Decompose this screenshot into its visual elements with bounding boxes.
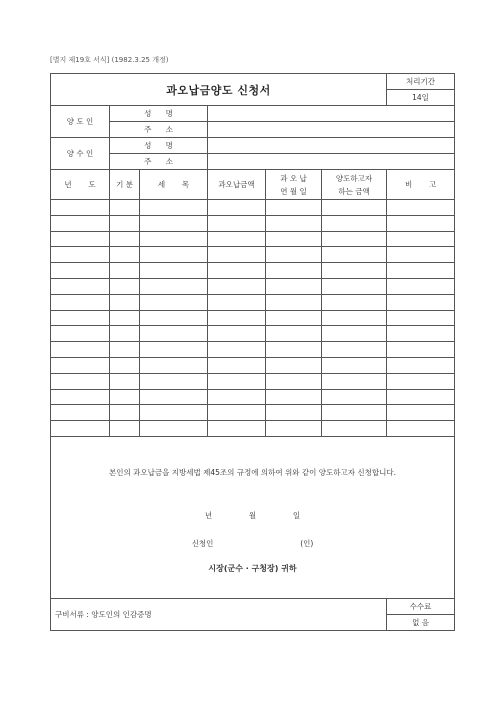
table-cell[interactable]	[266, 389, 322, 405]
table-cell[interactable]	[322, 373, 387, 389]
table-cell[interactable]	[322, 342, 387, 358]
table-row	[51, 326, 455, 342]
table-cell[interactable]	[322, 310, 387, 326]
addressee: 시장(군수 · 구청장) 귀하	[208, 563, 297, 573]
table-cell[interactable]	[387, 405, 455, 421]
table-cell[interactable]	[140, 200, 208, 216]
table-cell[interactable]	[208, 373, 266, 389]
table-cell[interactable]	[208, 421, 266, 437]
header-tax-item: 세 목	[140, 170, 208, 200]
table-row	[51, 200, 455, 216]
table-cell[interactable]	[387, 373, 455, 389]
table-cell[interactable]	[110, 342, 140, 358]
table-row	[51, 373, 455, 389]
table-row	[51, 357, 455, 373]
table-cell[interactable]	[322, 326, 387, 342]
table-cell[interactable]	[266, 247, 322, 263]
transferee-address-label: 주 소	[110, 154, 208, 170]
table-cell[interactable]	[387, 421, 455, 437]
table-cell[interactable]	[51, 389, 110, 405]
required-documents: 구비서류 : 양도인의 인감증명	[51, 598, 387, 630]
table-cell[interactable]	[208, 263, 266, 279]
table-cell[interactable]	[208, 231, 266, 247]
table-cell[interactable]	[322, 405, 387, 421]
table-cell[interactable]	[51, 278, 110, 294]
table-cell[interactable]	[110, 421, 140, 437]
table-cell[interactable]	[51, 231, 110, 247]
table-cell[interactable]	[208, 247, 266, 263]
table-cell[interactable]	[387, 357, 455, 373]
processing-value: 14일	[387, 90, 455, 106]
header-overpaid-amount: 과오납금액	[208, 170, 266, 200]
table-cell[interactable]	[51, 215, 110, 231]
table-row	[51, 389, 455, 405]
table-cell[interactable]	[322, 294, 387, 310]
table-cell[interactable]	[140, 278, 208, 294]
table-cell[interactable]	[322, 357, 387, 373]
table-cell[interactable]	[322, 200, 387, 216]
table-cell[interactable]	[387, 389, 455, 405]
table-cell[interactable]	[140, 326, 208, 342]
table-cell[interactable]	[51, 247, 110, 263]
table-row	[51, 247, 455, 263]
transferor-address-label: 주 소	[110, 122, 208, 138]
date-line	[51, 510, 454, 521]
table-cell[interactable]	[266, 421, 322, 437]
table-cell[interactable]	[140, 247, 208, 263]
table-cell[interactable]	[266, 373, 322, 389]
table-cell[interactable]	[51, 405, 110, 421]
table-cell[interactable]	[51, 342, 110, 358]
table-cell[interactable]	[110, 278, 140, 294]
table-cell[interactable]	[322, 421, 387, 437]
table-row	[51, 342, 455, 358]
table-cell[interactable]	[51, 421, 110, 437]
table-cell[interactable]	[266, 326, 322, 342]
table-cell[interactable]	[51, 263, 110, 279]
table-cell[interactable]	[140, 215, 208, 231]
transferor-label: 양 도 인	[51, 106, 110, 138]
transferee-name-label: 성 명	[110, 138, 208, 154]
table-cell[interactable]	[387, 326, 455, 342]
table-cell[interactable]	[110, 310, 140, 326]
table-header-row	[51, 170, 455, 200]
table-row	[51, 294, 455, 310]
table-row	[51, 278, 455, 294]
table-cell[interactable]	[140, 357, 208, 373]
table-cell[interactable]	[266, 231, 322, 247]
applicant-label: 신청인	[191, 538, 214, 548]
table-cell[interactable]	[110, 294, 140, 310]
table-cell[interactable]	[387, 310, 455, 326]
table-cell[interactable]	[51, 357, 110, 373]
transferor-address-field[interactable]	[208, 122, 455, 138]
table-cell[interactable]	[322, 247, 387, 263]
table-cell[interactable]	[208, 389, 266, 405]
transferor-name-field[interactable]	[208, 106, 455, 122]
table-cell[interactable]	[110, 215, 140, 231]
table-cell[interactable]	[266, 278, 322, 294]
table-cell[interactable]	[387, 231, 455, 247]
table-row	[51, 405, 455, 421]
data-rows	[51, 200, 455, 437]
table-cell[interactable]	[387, 294, 455, 310]
table-cell[interactable]	[208, 310, 266, 326]
table-cell[interactable]	[322, 231, 387, 247]
header-year: 년 도	[51, 170, 110, 200]
table-cell[interactable]	[387, 247, 455, 263]
table-cell[interactable]	[266, 200, 322, 216]
table-cell[interactable]	[140, 389, 208, 405]
form-title: 과오납금양도 신청서	[166, 83, 271, 97]
table-cell[interactable]	[110, 405, 140, 421]
table-cell[interactable]	[208, 278, 266, 294]
table-cell[interactable]	[51, 310, 110, 326]
date-year-label: 년	[204, 510, 213, 520]
table-cell[interactable]	[387, 342, 455, 358]
table-row	[51, 231, 455, 247]
table-cell[interactable]	[208, 342, 266, 358]
table-cell[interactable]	[266, 310, 322, 326]
table-cell[interactable]	[208, 357, 266, 373]
table-cell[interactable]	[266, 294, 322, 310]
table-cell[interactable]	[140, 294, 208, 310]
table-cell[interactable]	[387, 278, 455, 294]
transferor-name-label: 성 명	[110, 106, 208, 122]
processing-label: 처리기간	[387, 74, 455, 90]
table-cell[interactable]	[266, 215, 322, 231]
header-overpaid-date: 과 오 납 연 월 일	[266, 170, 322, 200]
statement-text: 본인의 과오납금을 지방세법 제45조의 규정에 의하여 위와 같이 양도하고자 신청합니다.	[109, 467, 396, 477]
table-cell[interactable]	[110, 231, 140, 247]
statement-cell	[51, 436, 455, 598]
table-cell[interactable]	[140, 373, 208, 389]
table-cell[interactable]	[322, 215, 387, 231]
table-cell[interactable]	[110, 373, 140, 389]
table-cell[interactable]	[110, 357, 140, 373]
table-cell[interactable]	[140, 310, 208, 326]
table-cell[interactable]	[208, 326, 266, 342]
table-cell[interactable]	[140, 405, 208, 421]
table-cell[interactable]	[266, 357, 322, 373]
fee-label: 수수료	[387, 598, 455, 614]
transferee-name-field[interactable]	[208, 138, 455, 154]
header-transfer-amount: 양도하고자 하는 금액	[322, 170, 387, 200]
fee-value: 없 음	[387, 614, 455, 630]
table-cell[interactable]	[51, 373, 110, 389]
table-cell[interactable]	[51, 294, 110, 310]
table-row	[51, 310, 455, 326]
table-cell[interactable]	[110, 389, 140, 405]
header-remarks: 비 고	[387, 170, 455, 200]
table-cell[interactable]	[110, 326, 140, 342]
table-cell[interactable]	[140, 263, 208, 279]
table-cell[interactable]	[387, 215, 455, 231]
table-cell[interactable]	[208, 405, 266, 421]
table-cell[interactable]	[140, 421, 208, 437]
table-cell[interactable]	[322, 263, 387, 279]
table-cell[interactable]	[322, 278, 387, 294]
table-cell[interactable]	[387, 263, 455, 279]
date-day-label: 일	[292, 510, 301, 520]
applicant-line	[51, 538, 454, 549]
table-cell[interactable]	[140, 342, 208, 358]
transferee-address-field[interactable]	[208, 154, 455, 170]
table-cell[interactable]	[51, 200, 110, 216]
table-cell[interactable]	[266, 263, 322, 279]
table-cell[interactable]	[110, 200, 140, 216]
table-row	[51, 263, 455, 279]
table-cell[interactable]	[322, 389, 387, 405]
table-cell[interactable]	[387, 200, 455, 216]
table-cell[interactable]	[110, 247, 140, 263]
table-cell[interactable]	[51, 326, 110, 342]
table-cell[interactable]	[110, 263, 140, 279]
header-period: 기 분	[110, 170, 140, 200]
transferee-label: 양 수 인	[51, 138, 110, 170]
table-cell[interactable]	[140, 231, 208, 247]
form-header: [별지 제19호 서식] (1982.3.25 개정)	[50, 56, 169, 64]
application-form	[50, 73, 455, 631]
table-row	[51, 421, 455, 437]
table-cell[interactable]	[266, 342, 322, 358]
table-cell[interactable]	[208, 200, 266, 216]
table-cell[interactable]	[266, 405, 322, 421]
table-cell[interactable]	[208, 294, 266, 310]
applicant-seal: (인)	[300, 538, 314, 548]
title-cell	[51, 74, 387, 106]
table-row	[51, 215, 455, 231]
table-cell[interactable]	[208, 215, 266, 231]
date-month-label: 월	[248, 510, 257, 520]
